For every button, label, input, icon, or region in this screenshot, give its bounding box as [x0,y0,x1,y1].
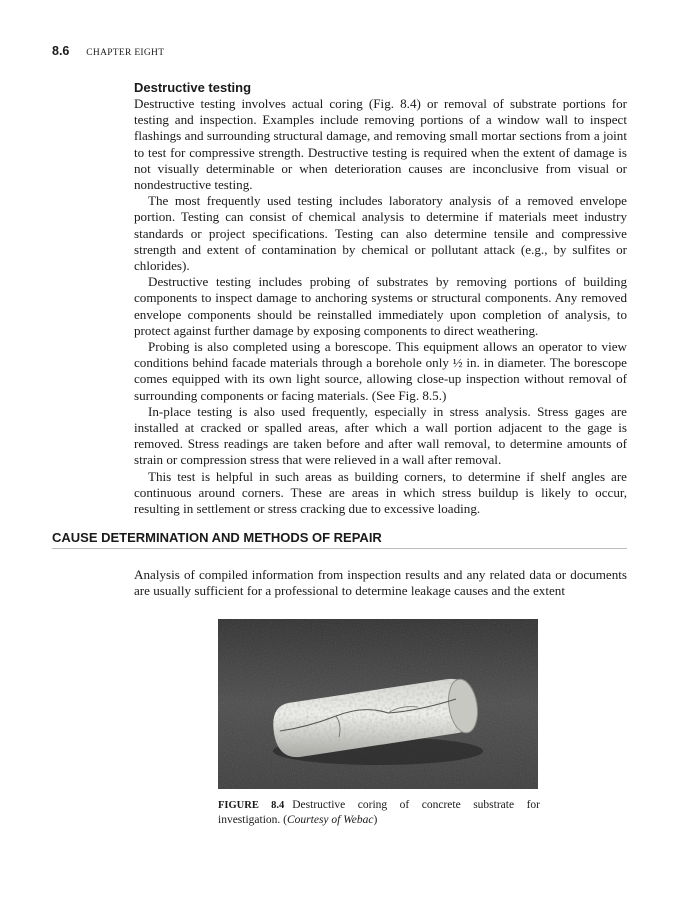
paragraph: Probing is also completed using a borescope. This equipment allows an operator to view conditions behind facade materials through a borehole only ½ in. in diameter. The borescope comes equipped with its own light source, allowing close-up inspection without removal of surrounding components or facing materials. (See Fig. 8.5.) [134,339,627,403]
figure-credit: Courtesy of Webac [287,814,374,826]
figure-caption-text: Destructive coring of concrete substrate for investigation. [218,799,540,826]
section-heading: CAUSE DETERMINATION AND METHODS OF REPAIR [52,530,627,549]
paragraph: Destructive testing involves actual coring (Fig. 8.4) or removal of substrate portions for testing and inspection. Examples include removing portions of a window wall to inspect flashings and surrounding structural damage, and removing small mortar sections from a joint to test for compressive strength. Destructive testing is required when the extent of damage is not visually determinable or when deterioration causes are inconclusive from visual or nondestructive testing. [134,96,627,193]
paragraph: Destructive testing includes probing of substrates by removing portions of building components to inspect damage to anchoring systems or structural components. Any removed envelope components should be reinstalled immediately upon completion of analysis, to protect against further damage by exposing components to direct weathering. [134,274,627,338]
figure-label: FIGURE 8.4 [218,800,285,811]
running-head [52,44,164,58]
paragraph: The most frequently used testing includes laboratory analysis of a removed envelope portion. Testing can consist of chemical analysis to determine if materials meet industry standards or project specifications. Testing can also determine tensile and compressive strength and extent of contamination by chemical or pollutant attack (e.g., by sulfites or chlorides). [134,193,627,274]
subhead-destructive-testing: Destructive testing [134,80,252,95]
paragraph: Analysis of compiled information from inspection results and any related data or documents are usually sufficient for a professional to determine leakage causes and the extent [134,567,627,599]
figure-photo-concrete-core [218,619,538,789]
paragraph: This test is helpful in such areas as building corners, to determine if shelf angles are continuous around corners. These are areas in which stress buildup is likely to occur, resulting in settlement or stress cracking due to excessive loading. [134,468,627,517]
chapter-label: CHAPTER EIGHT [86,48,165,58]
paragraph: In-place testing is also used frequently, especially in stress analysis. Stress gages are installed at cracked or spalled areas, after which a wall portion adjacent to the gage is removed. Stress readings are taken before and after wall removal, to determine amounts of strain or compression stress that were relieved in a wall after removal. [134,403,627,468]
section-body [134,567,627,599]
page-number: 8.6 [52,44,70,58]
body-text [134,96,627,517]
concrete-core-image [218,619,538,789]
figure-caption: FIGURE 8.4 Destructive coring of concrete substrate for investigation. (Courtesy of Webac) [218,799,540,826]
